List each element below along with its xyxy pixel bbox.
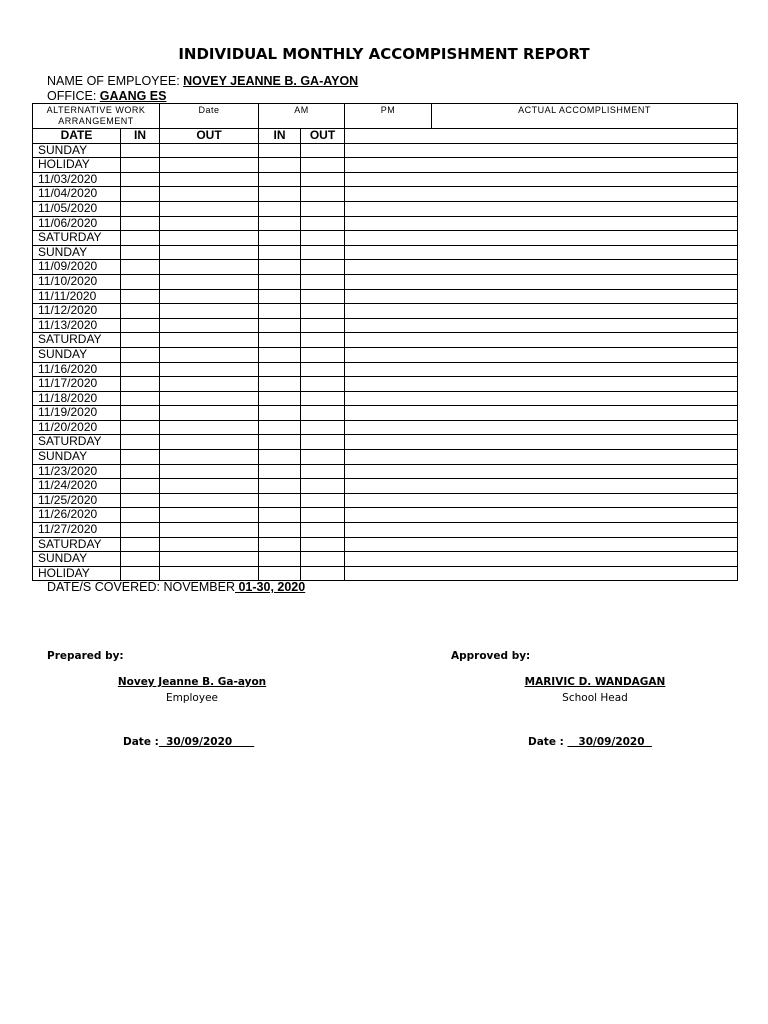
row-date-cell: 11/04/2020 <box>33 187 121 202</box>
table-row <box>33 493 738 508</box>
row-blank-cell <box>259 479 301 494</box>
row-blank-cell <box>345 537 738 552</box>
row-date-cell: HOLIDAY <box>33 566 121 581</box>
row-blank-cell <box>345 406 738 421</box>
header-actual-accomplishment: ACTUAL ACCOMPLISHMENT <box>432 104 738 129</box>
row-blank-cell <box>301 391 345 406</box>
row-blank-cell <box>345 464 738 479</box>
row-blank-cell <box>121 216 160 231</box>
subheader-out: OUT <box>160 129 259 144</box>
table-row <box>33 420 738 435</box>
row-blank-cell <box>259 201 301 216</box>
row-blank-cell <box>160 464 259 479</box>
row-blank-cell <box>301 260 345 275</box>
row-date-cell: SUNDAY <box>33 245 121 260</box>
approved-name-block <box>495 676 695 688</box>
row-blank-cell <box>259 231 301 246</box>
row-date-cell: 11/09/2020 <box>33 260 121 275</box>
row-date-cell: 11/05/2020 <box>33 201 121 216</box>
row-date-cell: SUNDAY <box>33 143 121 158</box>
table-row <box>33 187 738 202</box>
table-row <box>33 450 738 465</box>
table-row <box>33 523 738 538</box>
approved-date <box>528 736 652 748</box>
employee-label: NAME OF EMPLOYEE: <box>47 74 180 88</box>
approved-role: School Head <box>562 692 628 704</box>
row-blank-cell <box>345 552 738 567</box>
row-blank-cell <box>121 318 160 333</box>
row-blank-cell <box>160 274 259 289</box>
row-blank-cell <box>301 201 345 216</box>
row-date-cell: 11/23/2020 <box>33 464 121 479</box>
report-title: INDIVIDUAL MONTHLY ACCOMPISHMENT REPORT <box>178 45 590 63</box>
row-blank-cell <box>345 391 738 406</box>
row-blank-cell <box>160 245 259 260</box>
row-date-cell: 11/19/2020 <box>33 406 121 421</box>
row-blank-cell <box>160 508 259 523</box>
row-blank-cell <box>160 216 259 231</box>
approved-date-value: 30/09/2020 <box>567 736 652 748</box>
row-date-cell: 11/10/2020 <box>33 274 121 289</box>
row-blank-cell <box>301 143 345 158</box>
row-blank-cell <box>160 260 259 275</box>
row-blank-cell <box>345 479 738 494</box>
approved-date-label: Date : <box>528 736 564 748</box>
row-date-cell: HOLIDAY <box>33 158 121 173</box>
row-date-cell: SATURDAY <box>33 537 121 552</box>
office-label: OFFICE: <box>47 89 97 103</box>
row-blank-cell <box>121 333 160 348</box>
row-date-cell: SATURDAY <box>33 231 121 246</box>
accomplishment-table <box>32 103 738 581</box>
row-blank-cell <box>345 566 738 581</box>
row-blank-cell <box>160 391 259 406</box>
row-blank-cell <box>259 158 301 173</box>
row-blank-cell <box>259 318 301 333</box>
row-blank-cell <box>259 362 301 377</box>
row-blank-cell <box>160 231 259 246</box>
approved-name: MARIVIC D. WANDAGAN <box>524 676 666 688</box>
row-blank-cell <box>301 508 345 523</box>
row-blank-cell <box>121 391 160 406</box>
row-blank-cell <box>121 464 160 479</box>
office-line <box>47 89 166 103</box>
row-blank-cell <box>121 508 160 523</box>
row-blank-cell <box>345 231 738 246</box>
row-date-cell: 11/06/2020 <box>33 216 121 231</box>
row-blank-cell <box>301 216 345 231</box>
row-blank-cell <box>345 216 738 231</box>
row-blank-cell <box>259 187 301 202</box>
row-blank-cell <box>121 523 160 538</box>
row-blank-cell <box>160 450 259 465</box>
row-blank-cell <box>160 479 259 494</box>
row-blank-cell <box>301 566 345 581</box>
row-date-cell: SATURDAY <box>33 435 121 450</box>
row-blank-cell <box>259 216 301 231</box>
row-date-cell: 11/18/2020 <box>33 391 121 406</box>
row-blank-cell <box>259 143 301 158</box>
row-blank-cell <box>301 231 345 246</box>
prepared-date-label: Date : <box>123 736 159 748</box>
row-date-cell: SATURDAY <box>33 333 121 348</box>
row-date-cell: SUNDAY <box>33 347 121 362</box>
row-blank-cell <box>121 479 160 494</box>
row-blank-cell <box>160 420 259 435</box>
row-blank-cell <box>345 420 738 435</box>
prepared-role: Employee <box>165 692 218 704</box>
row-blank-cell <box>259 391 301 406</box>
row-blank-cell <box>259 377 301 392</box>
row-blank-cell <box>301 377 345 392</box>
prepared-by-label: Prepared by: <box>47 650 124 662</box>
row-date-cell: 11/24/2020 <box>33 479 121 494</box>
row-blank-cell <box>160 143 259 158</box>
row-blank-cell <box>121 201 160 216</box>
row-blank-cell <box>259 566 301 581</box>
table-row <box>33 260 738 275</box>
row-date-cell: 11/27/2020 <box>33 523 121 538</box>
table-row <box>33 537 738 552</box>
row-blank-cell <box>301 274 345 289</box>
row-blank-cell <box>259 552 301 567</box>
table-row <box>33 245 738 260</box>
row-blank-cell <box>160 304 259 319</box>
row-date-cell: 11/25/2020 <box>33 493 121 508</box>
table-row <box>33 216 738 231</box>
table-row <box>33 143 738 158</box>
row-blank-cell <box>301 493 345 508</box>
row-blank-cell <box>121 158 160 173</box>
row-date-cell: 11/17/2020 <box>33 377 121 392</box>
row-blank-cell <box>345 318 738 333</box>
row-blank-cell <box>121 493 160 508</box>
approved-by-label: Approved by: <box>451 650 531 662</box>
row-date-cell: 11/12/2020 <box>33 304 121 319</box>
row-blank-cell <box>345 450 738 465</box>
row-blank-cell <box>259 537 301 552</box>
row-blank-cell <box>121 143 160 158</box>
row-blank-cell <box>259 523 301 538</box>
subheader-in: IN <box>121 129 160 144</box>
row-blank-cell <box>259 274 301 289</box>
row-blank-cell <box>259 508 301 523</box>
prepared-date-value: 30/09/2020 <box>158 736 255 748</box>
table-row <box>33 435 738 450</box>
row-blank-cell <box>259 245 301 260</box>
table-row <box>33 391 738 406</box>
row-blank-cell <box>121 289 160 304</box>
row-blank-cell <box>121 231 160 246</box>
prepared-name: Novey Jeanne B. Ga-ayon <box>117 676 267 688</box>
row-blank-cell <box>160 552 259 567</box>
table-row <box>33 158 738 173</box>
row-blank-cell <box>345 274 738 289</box>
row-blank-cell <box>121 260 160 275</box>
row-blank-cell <box>121 420 160 435</box>
table-row <box>33 552 738 567</box>
row-blank-cell <box>160 362 259 377</box>
row-blank-cell <box>301 435 345 450</box>
table-row <box>33 172 738 187</box>
row-blank-cell <box>345 187 738 202</box>
row-blank-cell <box>259 347 301 362</box>
row-blank-cell <box>301 420 345 435</box>
row-blank-cell <box>259 172 301 187</box>
row-blank-cell <box>345 523 738 538</box>
row-blank-cell <box>160 318 259 333</box>
row-blank-cell <box>160 187 259 202</box>
row-blank-cell <box>301 172 345 187</box>
row-blank-cell <box>259 406 301 421</box>
row-blank-cell <box>301 245 345 260</box>
row-blank-cell <box>259 435 301 450</box>
row-blank-cell <box>345 245 738 260</box>
table-subheader-row <box>33 129 738 144</box>
dates-covered <box>47 580 305 594</box>
table-row <box>33 318 738 333</box>
row-blank-cell <box>259 333 301 348</box>
table-row <box>33 347 738 362</box>
dates-covered-value: 01-30, 2020 <box>235 580 306 594</box>
row-blank-cell <box>160 566 259 581</box>
row-blank-cell <box>121 347 160 362</box>
row-blank-cell <box>160 347 259 362</box>
row-blank-cell <box>121 362 160 377</box>
row-blank-cell <box>301 406 345 421</box>
row-date-cell: 11/26/2020 <box>33 508 121 523</box>
subheader-date: DATE <box>33 129 121 144</box>
header-am: AM <box>259 104 345 129</box>
row-blank-cell <box>160 289 259 304</box>
row-blank-cell <box>301 552 345 567</box>
table-row <box>33 333 738 348</box>
row-blank-cell <box>121 187 160 202</box>
row-blank-cell <box>259 304 301 319</box>
row-blank-cell <box>121 245 160 260</box>
row-blank-cell <box>345 172 738 187</box>
row-blank-cell <box>301 450 345 465</box>
office-name: GAANG ES <box>99 89 167 103</box>
row-blank-cell <box>345 377 738 392</box>
prepared-name-block <box>92 676 292 688</box>
table-row <box>33 479 738 494</box>
table-row <box>33 231 738 246</box>
row-blank-cell <box>345 347 738 362</box>
row-date-cell: SUNDAY <box>33 552 121 567</box>
row-blank-cell <box>345 508 738 523</box>
row-blank-cell <box>121 274 160 289</box>
row-blank-cell <box>345 304 738 319</box>
row-blank-cell <box>160 493 259 508</box>
row-blank-cell <box>259 493 301 508</box>
table-header-row <box>33 104 738 129</box>
row-blank-cell <box>345 158 738 173</box>
table-row <box>33 289 738 304</box>
row-blank-cell <box>259 450 301 465</box>
row-blank-cell <box>345 333 738 348</box>
row-blank-cell <box>345 143 738 158</box>
row-blank-cell <box>301 333 345 348</box>
row-blank-cell <box>259 420 301 435</box>
row-date-cell: 11/13/2020 <box>33 318 121 333</box>
row-blank-cell <box>345 435 738 450</box>
table-body <box>33 104 738 581</box>
row-blank-cell <box>345 289 738 304</box>
row-date-cell: 11/20/2020 <box>33 420 121 435</box>
row-blank-cell <box>160 172 259 187</box>
row-blank-cell <box>345 201 738 216</box>
row-blank-cell <box>160 377 259 392</box>
row-blank-cell <box>301 479 345 494</box>
header-date: Date <box>160 104 259 129</box>
subheader-blank <box>345 129 738 144</box>
row-blank-cell <box>301 523 345 538</box>
row-date-cell: 11/11/2020 <box>33 289 121 304</box>
table-row <box>33 274 738 289</box>
header-pm: PM <box>345 104 432 129</box>
row-blank-cell <box>121 552 160 567</box>
row-blank-cell <box>301 318 345 333</box>
row-blank-cell <box>301 347 345 362</box>
row-blank-cell <box>259 289 301 304</box>
table-row <box>33 508 738 523</box>
table-row <box>33 464 738 479</box>
row-blank-cell <box>160 158 259 173</box>
subheader-in: IN <box>259 129 301 144</box>
row-blank-cell <box>301 158 345 173</box>
table-row <box>33 377 738 392</box>
row-blank-cell <box>121 172 160 187</box>
row-date-cell: SUNDAY <box>33 450 121 465</box>
row-date-cell: 11/16/2020 <box>33 362 121 377</box>
subheader-out: OUT <box>301 129 345 144</box>
row-date-cell: 11/03/2020 <box>33 172 121 187</box>
employee-name: NOVEY JEANNE B. GA-AYON <box>183 74 359 88</box>
row-blank-cell <box>301 464 345 479</box>
row-blank-cell <box>121 566 160 581</box>
row-blank-cell <box>301 187 345 202</box>
row-blank-cell <box>160 523 259 538</box>
table-row <box>33 566 738 581</box>
row-blank-cell <box>121 450 160 465</box>
row-blank-cell <box>259 260 301 275</box>
row-blank-cell <box>121 406 160 421</box>
row-blank-cell <box>160 435 259 450</box>
row-blank-cell <box>301 362 345 377</box>
row-blank-cell <box>160 201 259 216</box>
row-blank-cell <box>160 333 259 348</box>
employee-line <box>47 74 358 88</box>
prepared-date <box>123 736 254 748</box>
row-blank-cell <box>121 435 160 450</box>
row-blank-cell <box>345 362 738 377</box>
row-blank-cell <box>345 260 738 275</box>
row-blank-cell <box>160 537 259 552</box>
row-blank-cell <box>160 406 259 421</box>
row-blank-cell <box>121 377 160 392</box>
row-blank-cell <box>301 289 345 304</box>
table-row <box>33 201 738 216</box>
header-alternative-work: ALTERNATIVE WORK ARRANGEMENT <box>33 104 160 129</box>
table-row <box>33 406 738 421</box>
table-row <box>33 304 738 319</box>
row-blank-cell <box>121 304 160 319</box>
row-blank-cell <box>259 464 301 479</box>
row-blank-cell <box>301 537 345 552</box>
row-blank-cell <box>121 537 160 552</box>
dates-covered-label: DATE/S COVERED: NOVEMBER <box>47 580 235 594</box>
row-blank-cell <box>345 493 738 508</box>
row-blank-cell <box>301 304 345 319</box>
table-row <box>33 362 738 377</box>
